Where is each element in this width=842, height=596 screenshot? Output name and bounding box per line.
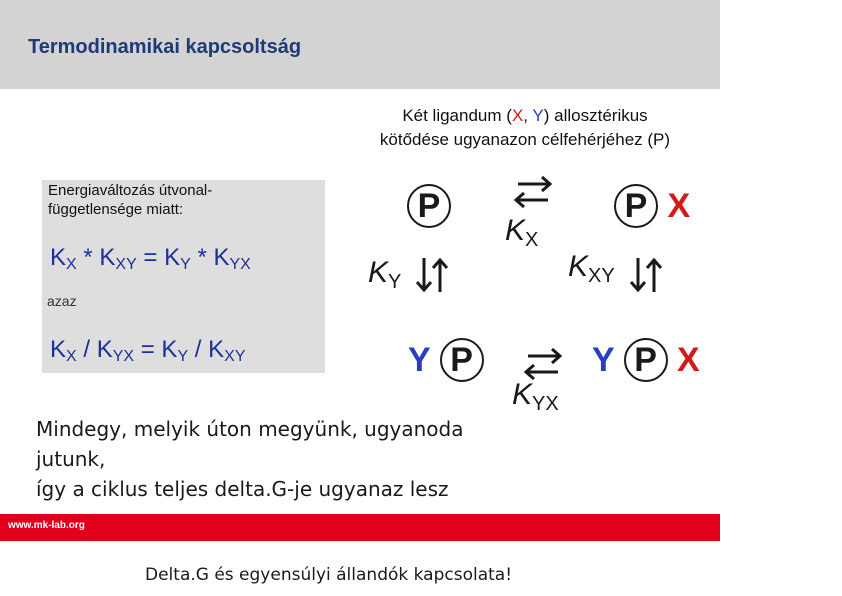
subtitle-post: ) allosztérikus bbox=[543, 106, 648, 125]
node-ypx bbox=[592, 338, 700, 382]
conclusion-line2: jutunk, bbox=[36, 447, 106, 471]
protein-p-circle: P bbox=[407, 184, 451, 228]
k-x-sub: X bbox=[525, 229, 539, 251]
eq1-k4: K bbox=[213, 244, 230, 271]
footer-red-bar bbox=[0, 514, 720, 541]
k-letter: K bbox=[368, 256, 389, 289]
subtitle bbox=[330, 104, 720, 152]
eq1-s4: YX bbox=[229, 256, 251, 273]
eq1-k1: K bbox=[50, 244, 67, 271]
eq2-k2: K bbox=[96, 336, 113, 363]
eq2-s4: XY bbox=[224, 348, 246, 365]
ligand-y: Y bbox=[592, 341, 615, 379]
equation-2 bbox=[50, 336, 245, 366]
protein-p-circle: P bbox=[614, 184, 658, 228]
subtitle-x: X bbox=[511, 106, 524, 125]
ligand-y: Y bbox=[408, 341, 431, 379]
eq1-k3: K bbox=[164, 244, 181, 271]
protein-p-circle: P bbox=[440, 338, 484, 382]
eq1-s1: X bbox=[66, 256, 77, 273]
eq1-s3: Y bbox=[180, 256, 191, 273]
header-bar bbox=[0, 0, 720, 89]
k-xy-label bbox=[568, 250, 615, 288]
node-yp bbox=[408, 338, 484, 382]
k-yx-sub: YX bbox=[532, 393, 559, 415]
equation-1 bbox=[50, 244, 251, 274]
equilibrium-arrow-icon bbox=[512, 172, 554, 212]
ligand-x: X bbox=[676, 341, 700, 379]
eq1-s2: XY bbox=[115, 256, 137, 273]
eq2-k1: K bbox=[50, 336, 67, 363]
footer-caption: Delta.G és egyensúlyi állandók kapcsolata! bbox=[145, 565, 513, 585]
eq1-op3: * bbox=[190, 244, 214, 271]
box-note-line1: Energiaváltozás útvonal- bbox=[48, 182, 213, 199]
eq2-s2: YX bbox=[112, 348, 135, 365]
k-yx-label bbox=[512, 378, 559, 416]
eq2-op3: / bbox=[188, 336, 209, 363]
k-letter: K bbox=[512, 378, 533, 411]
k-letter: K bbox=[505, 214, 526, 247]
subtitle-line2: kötődése ugyanazon célfehérjéhez (P) bbox=[379, 130, 671, 149]
subtitle-sep: , bbox=[523, 106, 533, 125]
page-title: Termodinamikai kapcsoltság bbox=[28, 36, 302, 58]
azaz-label: azaz bbox=[47, 293, 77, 309]
subtitle-pre: Két ligandum ( bbox=[402, 106, 512, 125]
eq1-op2: = bbox=[136, 244, 165, 271]
equilibrium-arrow-icon bbox=[626, 254, 666, 296]
k-y-sub: Y bbox=[388, 271, 402, 293]
eq1-k2: K bbox=[99, 244, 116, 271]
k-x-label bbox=[505, 214, 538, 252]
eq1-op1: * bbox=[76, 244, 100, 271]
k-letter: K bbox=[568, 250, 589, 283]
conclusion-line3: így a ciklus teljes delta.G-je ugyanaz lesz bbox=[36, 477, 449, 501]
box-note-line2: függetlensége miatt: bbox=[48, 201, 184, 218]
node-p bbox=[407, 184, 451, 228]
eq2-s1: X bbox=[66, 348, 77, 365]
eq2-op2: = bbox=[134, 336, 162, 363]
node-px bbox=[614, 184, 690, 228]
eq2-s3: Y bbox=[177, 348, 189, 365]
eq2-k3: K bbox=[161, 336, 178, 363]
box-note bbox=[48, 181, 212, 219]
protein-p-circle: P bbox=[624, 338, 668, 382]
k-xy-sub: XY bbox=[588, 265, 615, 287]
equilibrium-arrow-icon bbox=[412, 254, 452, 296]
subtitle-y: Y bbox=[532, 106, 544, 125]
conclusion-line1: Mindegy, melyik úton megyünk, ugyanoda bbox=[36, 417, 464, 441]
site-url: www.mk-lab.org bbox=[8, 520, 85, 531]
ligand-x: X bbox=[667, 187, 691, 225]
eq2-k4: K bbox=[208, 336, 225, 363]
k-y-label bbox=[368, 256, 401, 294]
conclusion-text bbox=[36, 414, 464, 504]
eq2-op1: / bbox=[76, 336, 97, 363]
